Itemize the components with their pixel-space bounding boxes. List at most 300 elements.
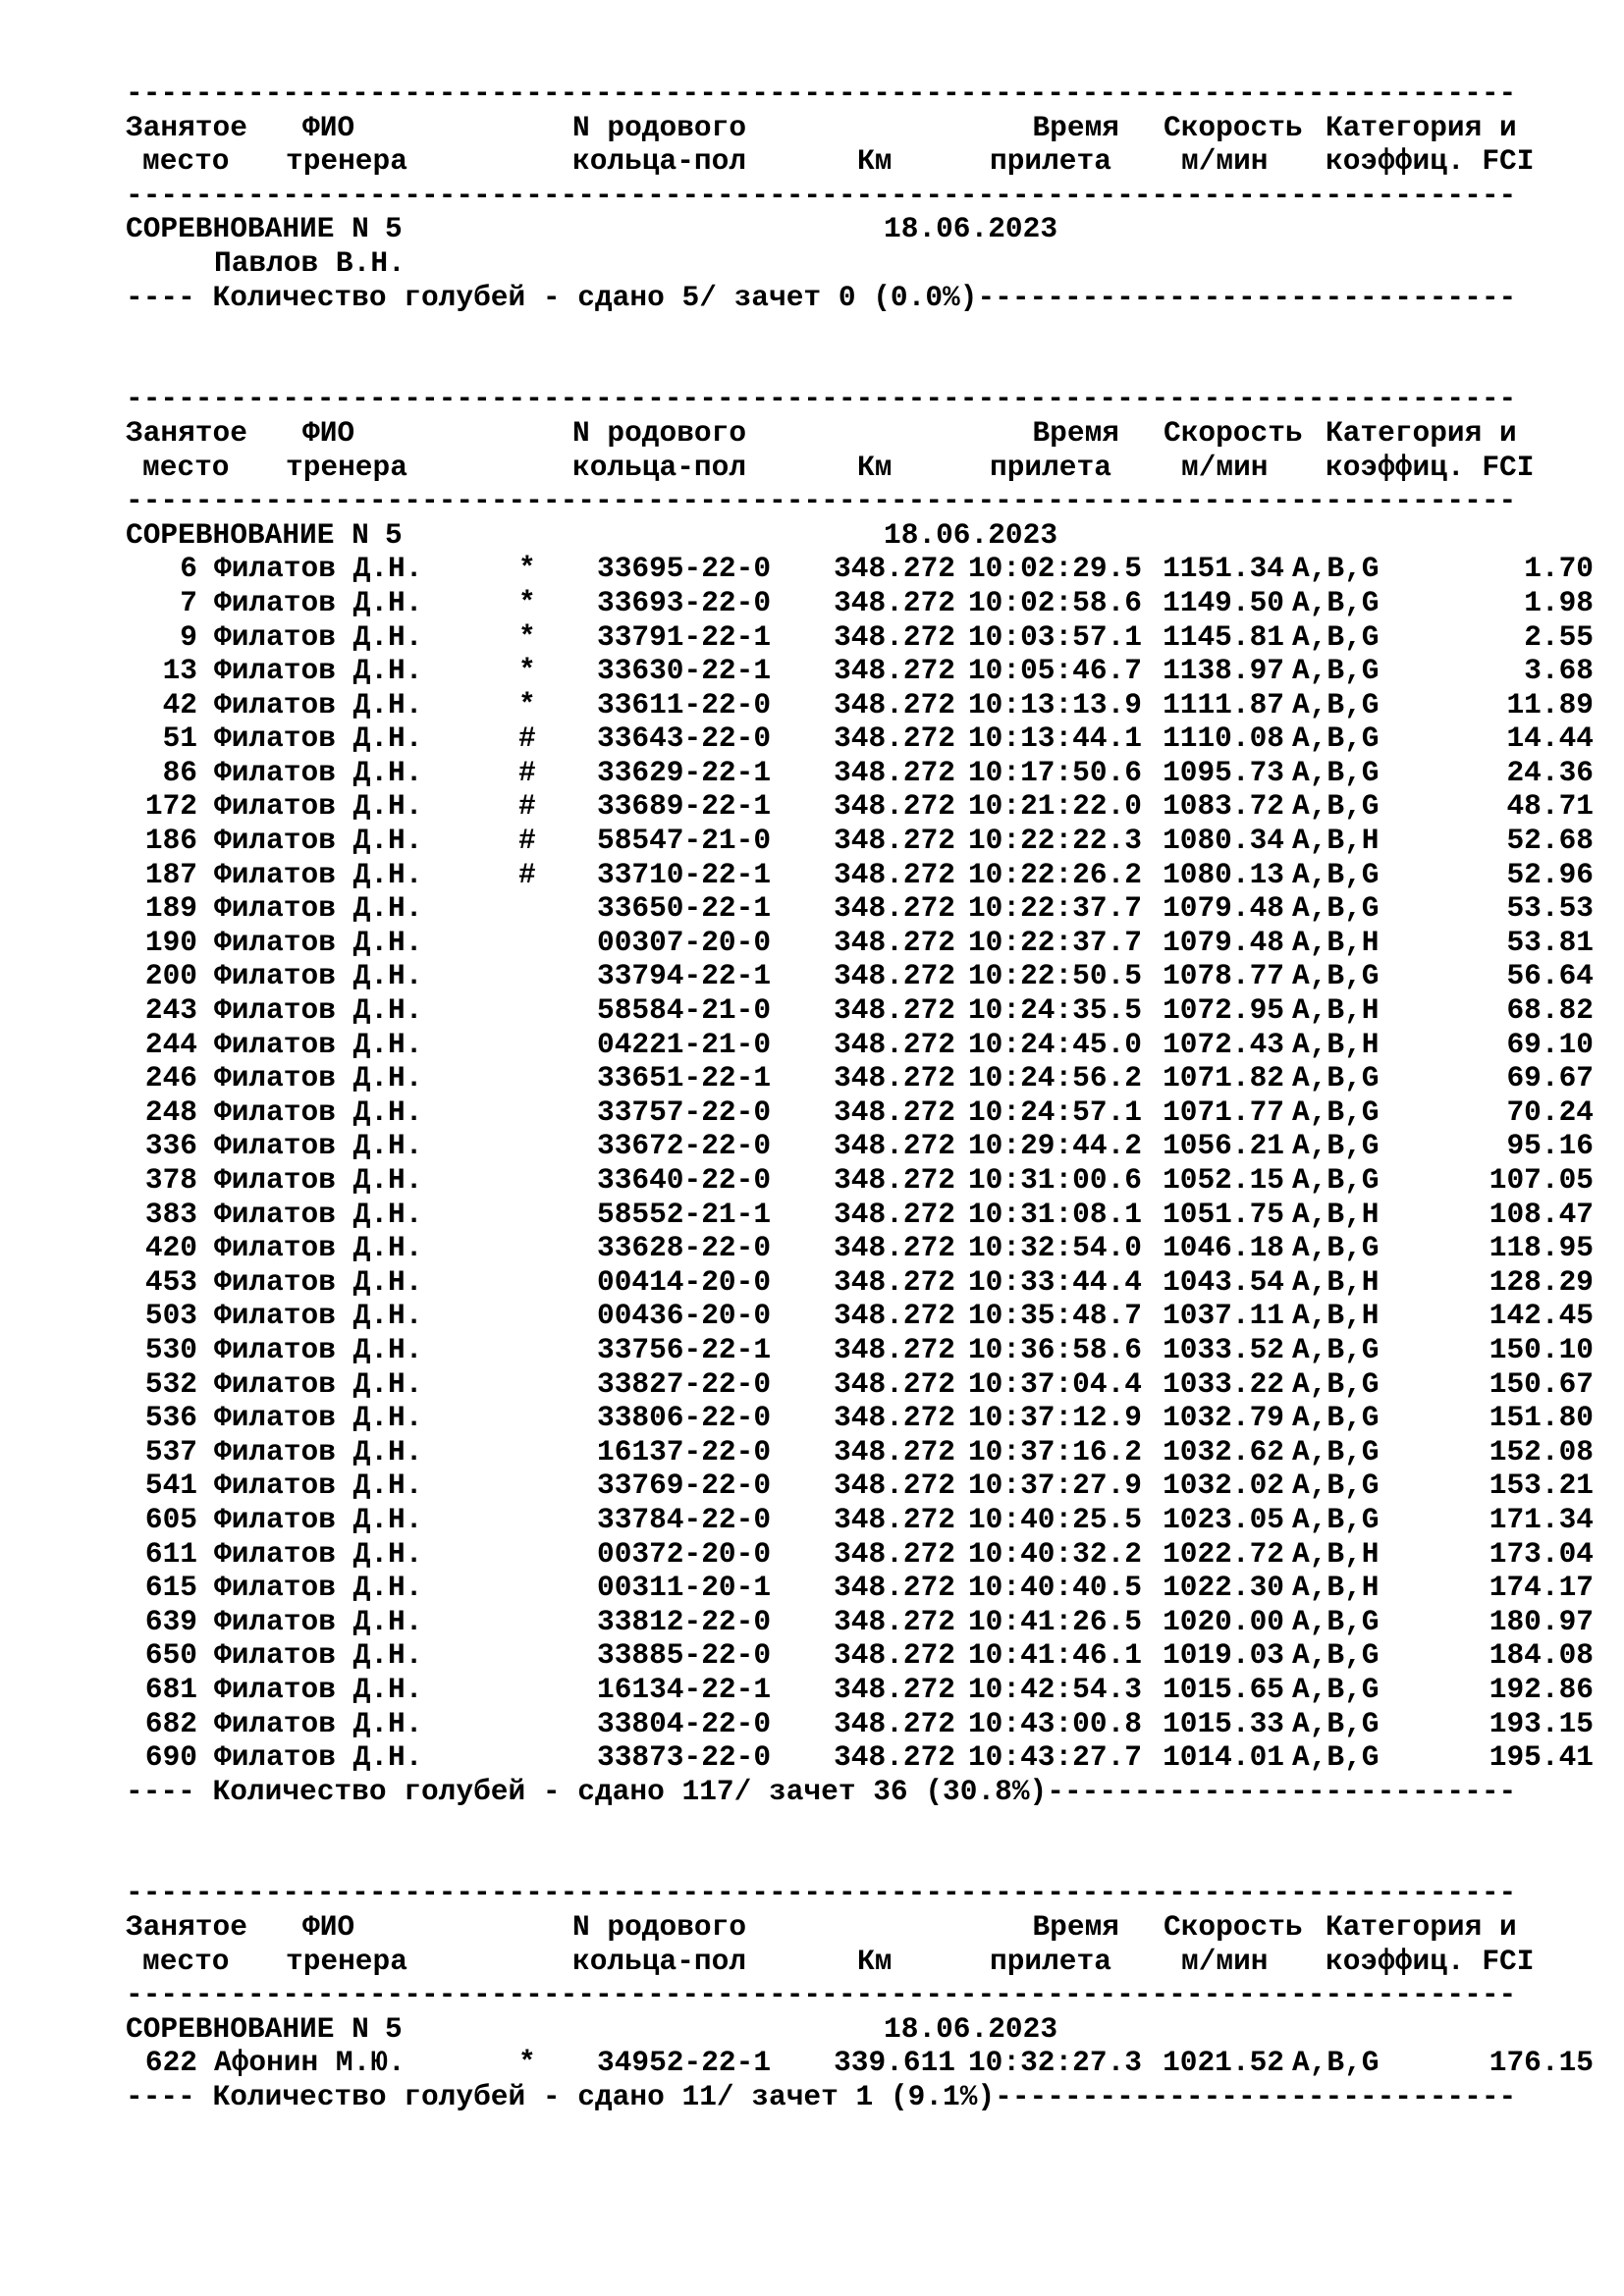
row-category: A,B,G — [1292, 959, 1380, 993]
row-mark: * — [518, 552, 536, 586]
row-ring: 34952-22-1 — [597, 2046, 772, 2080]
row-ring: 00414-20-0 — [597, 1264, 772, 1299]
row-trainer: Филатов Д.Н. — [214, 1706, 423, 1740]
table-row — [126, 1265, 1598, 1300]
row-category: A,B,G — [1292, 1672, 1380, 1706]
row-time: 10:37:04.4 — [967, 1366, 1142, 1401]
row-speed: 1021.52 — [1163, 2046, 1284, 2080]
row-km: 348.272 — [834, 687, 955, 721]
row-place: 42 — [162, 687, 197, 721]
header-name: ФИО — [302, 415, 355, 450]
results-document — [126, 77, 1598, 2148]
row-speed: 1019.03 — [1163, 1638, 1284, 1673]
row-coefficient: 56.64 — [1506, 959, 1594, 993]
row-ring: 33640-22-0 — [597, 1163, 772, 1197]
row-place: 682 — [144, 1706, 197, 1740]
row-category: A,B,G — [1292, 1706, 1380, 1740]
row-ring: 16137-22-0 — [597, 1434, 772, 1468]
competition-line — [126, 518, 1598, 553]
row-time: 10:24:57.1 — [967, 1095, 1142, 1129]
row-coefficient: 52.68 — [1506, 824, 1594, 858]
header-speed: Скорость — [1164, 415, 1303, 450]
row-category: A,B,H — [1292, 993, 1380, 1028]
separator-line: -------------------------------------------------------------------------------- — [126, 1876, 1517, 1910]
header-speed-sub: м/мин — [1181, 144, 1269, 179]
row-trainer: Филатов Д.Н. — [214, 552, 423, 586]
row-trainer: Филатов Д.Н. — [214, 1604, 423, 1638]
row-speed: 1072.95 — [1163, 993, 1284, 1028]
row-speed: 1032.02 — [1163, 1468, 1284, 1503]
row-place: 503 — [144, 1299, 197, 1333]
owner-line — [126, 246, 1598, 281]
header-speed: Скорость — [1164, 110, 1303, 144]
row-ring: 33695-22-0 — [597, 552, 772, 586]
row-category: A,B,G — [1292, 1332, 1380, 1366]
row-ring: 33885-22-0 — [597, 1638, 772, 1673]
table-row — [126, 824, 1598, 858]
table-header-row-1 — [126, 416, 1598, 451]
row-ring: 33650-22-1 — [597, 891, 772, 926]
row-trainer: Филатов Д.Н. — [214, 1095, 423, 1129]
row-category: A,B,G — [1292, 2046, 1380, 2080]
row-trainer: Филатов Д.Н. — [214, 619, 423, 654]
row-trainer: Филатов Д.Н. — [214, 1502, 423, 1536]
row-coefficient: 128.29 — [1489, 1264, 1594, 1299]
row-ring: 33710-22-1 — [597, 857, 772, 891]
header-km: Км — [857, 1944, 893, 1978]
row-speed: 1072.43 — [1163, 1027, 1284, 1061]
row-speed: 1056.21 — [1163, 1129, 1284, 1163]
row-ring: 33791-22-1 — [597, 619, 772, 654]
competition-line — [126, 2012, 1598, 2047]
row-speed: 1080.13 — [1163, 857, 1284, 891]
row-km: 348.272 — [834, 1264, 955, 1299]
row-coefficient: 193.15 — [1489, 1706, 1594, 1740]
row-speed: 1033.22 — [1163, 1366, 1284, 1401]
row-mark: * — [518, 654, 536, 688]
row-place: 639 — [144, 1604, 197, 1638]
table-row — [126, 1435, 1598, 1469]
row-ring: 16134-22-1 — [597, 1672, 772, 1706]
row-mark: # — [518, 721, 536, 756]
competition-date: 18.06.2023 — [884, 517, 1058, 552]
row-coefficient: 173.04 — [1489, 1536, 1594, 1571]
row-coefficient: 1.70 — [1524, 552, 1594, 586]
row-trainer: Филатов Д.Н. — [214, 1299, 423, 1333]
row-place: 605 — [144, 1502, 197, 1536]
row-ring: 58547-21-0 — [597, 824, 772, 858]
row-coefficient: 151.80 — [1489, 1401, 1594, 1435]
table-header-row-2 — [126, 144, 1598, 179]
row-time: 10:29:44.2 — [967, 1129, 1142, 1163]
table-row — [126, 586, 1598, 620]
row-ring: 58552-21-1 — [597, 1197, 772, 1231]
row-ring: 33806-22-0 — [597, 1401, 772, 1435]
row-coefficient: 118.95 — [1489, 1231, 1594, 1265]
row-category: A,B,G — [1292, 552, 1380, 586]
table-row — [126, 1503, 1598, 1537]
row-km: 348.272 — [834, 585, 955, 619]
row-coefficient: 153.21 — [1489, 1468, 1594, 1503]
row-km: 348.272 — [834, 721, 955, 756]
table-row — [126, 1638, 1598, 1673]
row-km: 348.272 — [834, 1231, 955, 1265]
row-time: 10:22:50.5 — [967, 959, 1142, 993]
row-category: A,B,G — [1292, 1401, 1380, 1435]
row-time: 10:24:45.0 — [967, 1027, 1142, 1061]
header-time-sub: прилета — [990, 1944, 1111, 1978]
row-time: 10:22:37.7 — [967, 925, 1142, 959]
row-ring: 33756-22-1 — [597, 1332, 772, 1366]
row-coefficient: 108.47 — [1489, 1197, 1594, 1231]
row-trainer: Филатов Д.Н. — [214, 1401, 423, 1435]
header-name-sub: тренера — [286, 144, 407, 179]
row-coefficient: 152.08 — [1489, 1434, 1594, 1468]
row-time: 10:22:22.3 — [967, 824, 1142, 858]
row-speed: 1052.15 — [1163, 1163, 1284, 1197]
row-place: 532 — [144, 1366, 197, 1401]
row-trainer: Филатов Д.Н. — [214, 1571, 423, 1605]
row-time: 10:43:27.7 — [967, 1740, 1142, 1775]
table-row — [126, 1468, 1598, 1503]
row-coefficient: 192.86 — [1489, 1672, 1594, 1706]
table-header-row-1 — [126, 1910, 1598, 1945]
table-row — [126, 926, 1598, 960]
row-km: 348.272 — [834, 1571, 955, 1605]
row-ring: 58584-21-0 — [597, 993, 772, 1028]
header-ring-sub: кольца-пол — [572, 144, 747, 179]
row-coefficient: 107.05 — [1489, 1163, 1594, 1197]
row-category: A,B,G — [1292, 687, 1380, 721]
row-ring: 33611-22-0 — [597, 687, 772, 721]
row-time: 10:13:44.1 — [967, 721, 1142, 756]
table-row — [126, 1198, 1598, 1232]
header-speed-sub: м/мин — [1181, 450, 1269, 484]
row-km: 348.272 — [834, 993, 955, 1028]
row-place: 51 — [162, 721, 197, 756]
row-km: 348.272 — [834, 1129, 955, 1163]
row-time: 10:21:22.0 — [967, 789, 1142, 824]
row-km: 348.272 — [834, 1163, 955, 1197]
row-coefficient: 70.24 — [1506, 1095, 1594, 1129]
row-place: 7 — [180, 585, 197, 619]
row-ring: 33873-22-0 — [597, 1740, 772, 1775]
row-category: A,B,G — [1292, 654, 1380, 688]
row-speed: 1043.54 — [1163, 1264, 1284, 1299]
table-header-row-2 — [126, 1945, 1598, 1979]
row-place: 611 — [144, 1536, 197, 1571]
row-coefficient: 11.89 — [1506, 687, 1594, 721]
header-category: Категория и — [1326, 415, 1517, 450]
row-coefficient: 95.16 — [1506, 1129, 1594, 1163]
row-speed: 1078.77 — [1163, 959, 1284, 993]
header-name: ФИО — [302, 1910, 355, 1945]
header-ring-sub: кольца-пол — [572, 1944, 747, 1978]
row-speed: 1138.97 — [1163, 654, 1284, 688]
header-place: Занятое — [126, 110, 247, 144]
row-place: 537 — [144, 1434, 197, 1468]
row-trainer: Филатов Д.Н. — [214, 585, 423, 619]
row-category: A,B,G — [1292, 755, 1380, 789]
separator-line: -------------------------------------------------------------------------------- — [126, 382, 1517, 416]
header-time: Время — [1032, 1910, 1119, 1945]
row-mark: * — [518, 687, 536, 721]
row-time: 10:36:58.6 — [967, 1332, 1142, 1366]
table-header-row-2 — [126, 451, 1598, 485]
table-row — [126, 721, 1598, 756]
header-place: Занятое — [126, 415, 247, 450]
row-speed: 1022.72 — [1163, 1536, 1284, 1571]
row-coefficient: 69.67 — [1506, 1061, 1594, 1095]
row-place: 189 — [144, 891, 197, 926]
header-ring-sub: кольца-пол — [572, 450, 747, 484]
table-row — [126, 1028, 1598, 1062]
row-speed: 1149.50 — [1163, 585, 1284, 619]
row-ring: 33812-22-0 — [597, 1604, 772, 1638]
competition-number: 5 — [385, 2011, 403, 2046]
competition-label: СОРЕВНОВАНИЕ N — [126, 517, 369, 552]
row-place: 541 — [144, 1468, 197, 1503]
row-category: A,B,H — [1292, 1197, 1380, 1231]
row-trainer: Филатов Д.Н. — [214, 1163, 423, 1197]
row-time: 10:41:46.1 — [967, 1638, 1142, 1673]
row-ring: 00436-20-0 — [597, 1299, 772, 1333]
row-coefficient: 195.41 — [1489, 1740, 1594, 1775]
row-ring: 33784-22-0 — [597, 1502, 772, 1536]
row-km: 348.272 — [834, 1604, 955, 1638]
header-ring: N родового — [572, 1910, 747, 1945]
row-time: 10:31:08.1 — [967, 1197, 1142, 1231]
blank-gap — [126, 2114, 1598, 2149]
row-coefficient: 150.67 — [1489, 1366, 1594, 1401]
row-trainer: Филатов Д.Н. — [214, 1434, 423, 1468]
row-time: 10:02:58.6 — [967, 585, 1142, 619]
row-place: 378 — [144, 1163, 197, 1197]
row-category: A,B,H — [1292, 1299, 1380, 1333]
row-coefficient: 184.08 — [1489, 1638, 1594, 1673]
row-mark: * — [518, 619, 536, 654]
header-speed: Скорость — [1164, 1910, 1303, 1945]
row-mark: * — [518, 585, 536, 619]
table-row — [126, 654, 1598, 688]
row-time: 10:40:32.2 — [967, 1536, 1142, 1571]
row-ring: 33804-22-0 — [597, 1706, 772, 1740]
row-km: 348.272 — [834, 789, 955, 824]
row-time: 10:43:00.8 — [967, 1706, 1142, 1740]
header-place-sub: место — [142, 144, 230, 179]
header-category: Категория и — [1326, 1910, 1517, 1945]
row-km: 348.272 — [834, 857, 955, 891]
row-km: 348.272 — [834, 1095, 955, 1129]
row-category: A,B,G — [1292, 1129, 1380, 1163]
row-ring: 33794-22-1 — [597, 959, 772, 993]
row-time: 10:42:54.3 — [967, 1672, 1142, 1706]
header-place-sub: место — [142, 450, 230, 484]
summary-line: ---- Количество голубей - сдано 117/ зачет 36 (30.8%)--------------------------- — [126, 1774, 1517, 1808]
row-trainer: Филатов Д.Н. — [214, 687, 423, 721]
row-place: 200 — [144, 959, 197, 993]
row-category: A,B,G — [1292, 1061, 1380, 1095]
row-speed: 1079.48 — [1163, 925, 1284, 959]
row-coefficient: 14.44 — [1506, 721, 1594, 756]
row-time: 10:31:00.6 — [967, 1163, 1142, 1197]
row-place: 186 — [144, 824, 197, 858]
row-place: 9 — [180, 619, 197, 654]
row-time: 10:37:16.2 — [967, 1434, 1142, 1468]
row-km: 348.272 — [834, 1536, 955, 1571]
row-category: A,B,H — [1292, 1571, 1380, 1605]
row-place: 243 — [144, 993, 197, 1028]
row-coefficient: 2.55 — [1524, 619, 1594, 654]
row-place: 86 — [162, 755, 197, 789]
row-speed: 1151.34 — [1163, 552, 1284, 586]
row-speed: 1095.73 — [1163, 755, 1284, 789]
row-coefficient: 53.53 — [1506, 891, 1594, 926]
row-km: 348.272 — [834, 552, 955, 586]
row-place: 248 — [144, 1095, 197, 1129]
competition-line — [126, 212, 1598, 246]
row-coefficient: 174.17 — [1489, 1571, 1594, 1605]
table-row — [126, 1740, 1598, 1775]
row-time: 10:02:29.5 — [967, 552, 1142, 586]
summary-line: ---- Количество голубей - сдано 5/ зачет 0 (0.0%)------------------------------- — [126, 280, 1517, 314]
row-time: 10:24:56.2 — [967, 1061, 1142, 1095]
row-place: 622 — [144, 2046, 197, 2080]
row-coefficient: 24.36 — [1506, 755, 1594, 789]
row-ring: 00311-20-1 — [597, 1571, 772, 1605]
row-category: A,B,G — [1292, 721, 1380, 756]
table-row — [126, 959, 1598, 993]
row-time: 10:32:27.3 — [967, 2046, 1142, 2080]
row-coefficient: 3.68 — [1524, 654, 1594, 688]
competition-date: 18.06.2023 — [884, 212, 1058, 246]
row-speed: 1145.81 — [1163, 619, 1284, 654]
row-time: 10:37:12.9 — [967, 1401, 1142, 1435]
header-time: Время — [1032, 415, 1119, 450]
row-trainer: Филатов Д.Н. — [214, 789, 423, 824]
row-trainer: Афонин М.Ю. — [214, 2046, 406, 2080]
row-time: 10:22:37.7 — [967, 891, 1142, 926]
competition-date: 18.06.2023 — [884, 2011, 1058, 2046]
row-place: 383 — [144, 1197, 197, 1231]
row-trainer: Филатов Д.Н. — [214, 1264, 423, 1299]
row-km: 339.611 — [834, 2046, 955, 2080]
blank-gap — [126, 348, 1598, 383]
row-place: 536 — [144, 1401, 197, 1435]
row-coefficient: 171.34 — [1489, 1502, 1594, 1536]
row-km: 348.272 — [834, 1366, 955, 1401]
row-mark: # — [518, 857, 536, 891]
row-ring: 00372-20-0 — [597, 1536, 772, 1571]
row-category: A,B,H — [1292, 1536, 1380, 1571]
row-trainer: Филатов Д.Н. — [214, 959, 423, 993]
header-category-sub: коэффиц. FCI — [1326, 144, 1535, 179]
row-trainer: Филатов Д.Н. — [214, 1129, 423, 1163]
row-category: A,B,G — [1292, 1604, 1380, 1638]
row-coefficient: 69.10 — [1506, 1027, 1594, 1061]
row-time: 10:03:57.1 — [967, 619, 1142, 654]
row-category: A,B,G — [1292, 1638, 1380, 1673]
row-speed: 1020.00 — [1163, 1604, 1284, 1638]
row-km: 348.272 — [834, 1299, 955, 1333]
row-ring: 33628-22-0 — [597, 1231, 772, 1265]
header-name-sub: тренера — [286, 450, 407, 484]
row-ring: 33827-22-0 — [597, 1366, 772, 1401]
row-trainer: Филатов Д.Н. — [214, 1468, 423, 1503]
header-place-sub: место — [142, 1944, 230, 1978]
table-row — [126, 858, 1598, 892]
row-coefficient: 1.98 — [1524, 585, 1594, 619]
row-speed: 1023.05 — [1163, 1502, 1284, 1536]
table-row — [126, 1571, 1598, 1605]
row-place: 244 — [144, 1027, 197, 1061]
row-trainer: Филатов Д.Н. — [214, 891, 423, 926]
row-speed: 1046.18 — [1163, 1231, 1284, 1265]
header-time-sub: прилета — [990, 450, 1111, 484]
row-place: 190 — [144, 925, 197, 959]
row-time: 10:40:25.5 — [967, 1502, 1142, 1536]
row-km: 348.272 — [834, 1638, 955, 1673]
summary-line: ---- Количество голубей - сдано 11/ зачет 1 (9.1%)------------------------------ — [126, 2080, 1517, 2114]
table-row — [126, 789, 1598, 824]
row-place: 187 — [144, 857, 197, 891]
row-place: 6 — [180, 552, 197, 586]
row-speed: 1015.33 — [1163, 1706, 1284, 1740]
row-speed: 1071.82 — [1163, 1061, 1284, 1095]
row-place: 690 — [144, 1740, 197, 1775]
row-speed: 1071.77 — [1163, 1095, 1284, 1129]
row-ring: 33651-22-1 — [597, 1061, 772, 1095]
row-category: A,B,G — [1292, 891, 1380, 926]
row-category: A,B,G — [1292, 619, 1380, 654]
table-row — [126, 1061, 1598, 1095]
table-row — [126, 620, 1598, 655]
row-km: 348.272 — [834, 1401, 955, 1435]
row-coefficient: 150.10 — [1489, 1332, 1594, 1366]
row-category: A,B,H — [1292, 1264, 1380, 1299]
row-ring: 33643-22-0 — [597, 721, 772, 756]
row-trainer: Филатов Д.Н. — [214, 755, 423, 789]
row-speed: 1033.52 — [1163, 1332, 1284, 1366]
row-km: 348.272 — [834, 959, 955, 993]
row-km: 348.272 — [834, 925, 955, 959]
row-km: 348.272 — [834, 1468, 955, 1503]
header-km: Км — [857, 144, 893, 179]
table-row — [126, 891, 1598, 926]
row-place: 336 — [144, 1129, 197, 1163]
table-row — [126, 1095, 1598, 1130]
row-trainer: Филатов Д.Н. — [214, 1740, 423, 1775]
table-row — [126, 1537, 1598, 1572]
row-ring: 33630-22-1 — [597, 654, 772, 688]
row-time: 10:41:26.5 — [967, 1604, 1142, 1638]
row-km: 348.272 — [834, 824, 955, 858]
row-km: 348.272 — [834, 1434, 955, 1468]
row-coefficient: 176.15 — [1489, 2046, 1594, 2080]
table-row — [126, 1129, 1598, 1163]
row-trainer: Филатов Д.Н. — [214, 721, 423, 756]
table-row — [126, 1333, 1598, 1367]
row-time: 10:22:26.2 — [967, 857, 1142, 891]
row-speed: 1037.11 — [1163, 1299, 1284, 1333]
row-speed: 1111.87 — [1163, 687, 1284, 721]
row-ring: 33693-22-0 — [597, 585, 772, 619]
header-km: Км — [857, 450, 893, 484]
row-ring: 33769-22-0 — [597, 1468, 772, 1503]
row-trainer: Филатов Д.Н. — [214, 993, 423, 1028]
row-time: 10:13:13.9 — [967, 687, 1142, 721]
blank-gap — [126, 1808, 1598, 1842]
